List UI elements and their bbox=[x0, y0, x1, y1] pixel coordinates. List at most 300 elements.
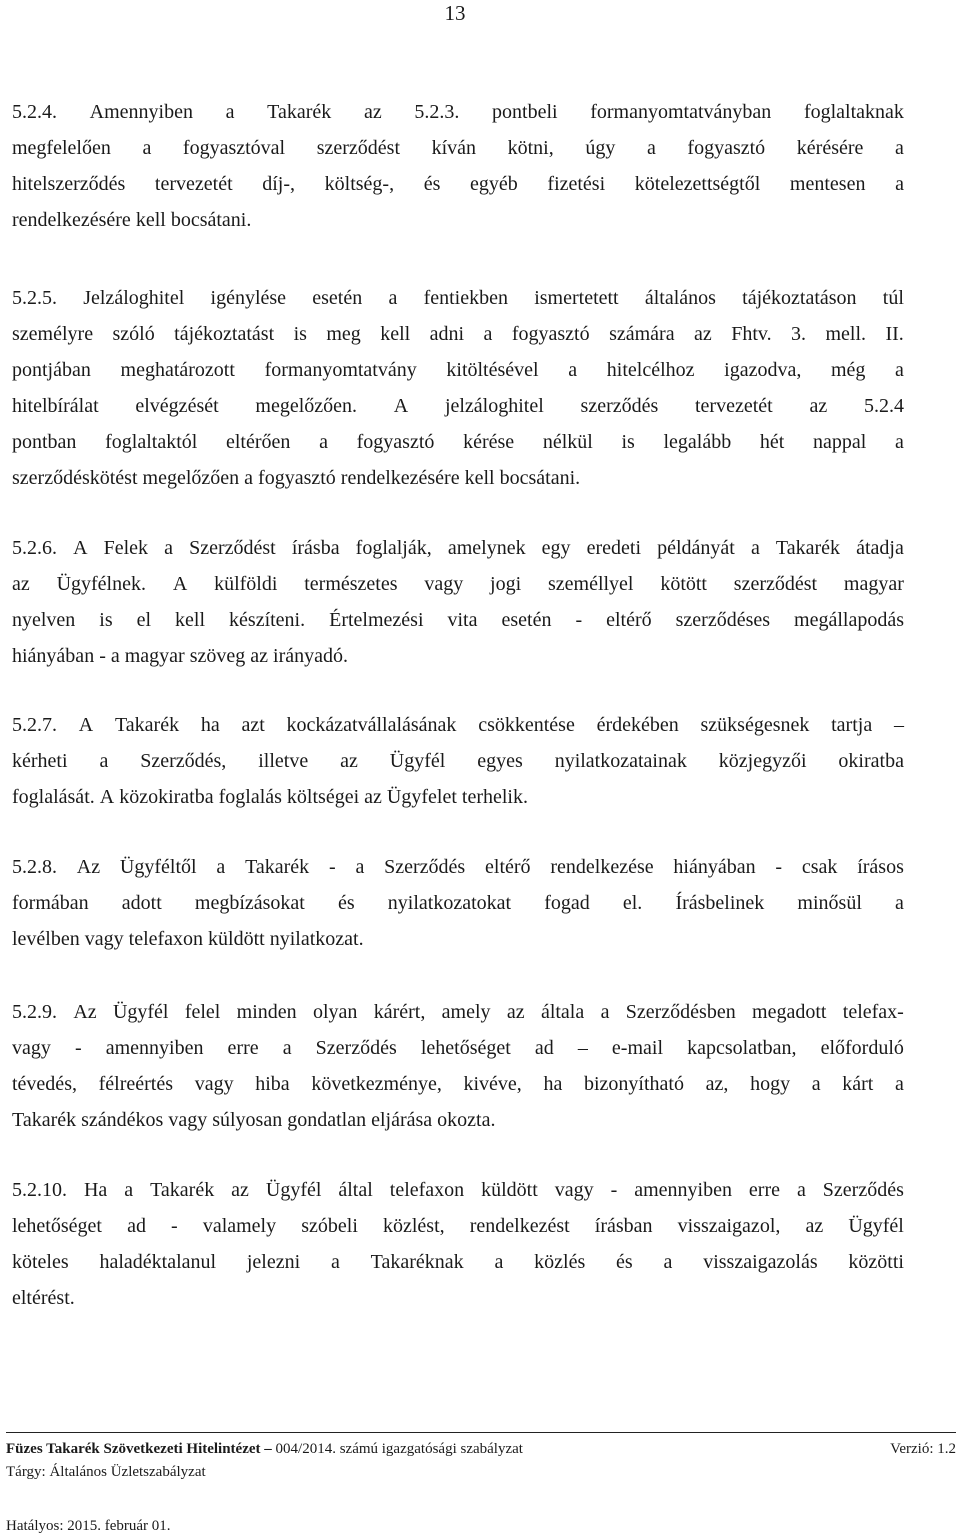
text-line bbox=[12, 1030, 904, 1066]
word: vagy bbox=[554, 1179, 594, 1201]
word: a bbox=[750, 537, 760, 559]
text-line bbox=[12, 202, 904, 238]
word: fogyasztóval bbox=[182, 137, 286, 159]
word: a bbox=[663, 1251, 673, 1273]
text-line bbox=[12, 566, 904, 602]
word: foglalják, bbox=[355, 537, 432, 559]
word: közokiratba bbox=[119, 786, 214, 808]
word: Az bbox=[73, 1001, 97, 1023]
word: személyre bbox=[12, 323, 94, 345]
word: II. bbox=[885, 323, 904, 345]
text-line bbox=[12, 166, 904, 202]
text-line bbox=[12, 994, 904, 1030]
text-line bbox=[12, 1244, 904, 1280]
word: vagy bbox=[424, 573, 464, 595]
word: külföldi bbox=[214, 573, 278, 595]
word: Ügyfél bbox=[389, 750, 446, 772]
word: tartja bbox=[831, 714, 873, 736]
section-number: 5.2.9. bbox=[12, 1001, 57, 1023]
page-footer bbox=[6, 1432, 956, 1536]
word: következménye, bbox=[311, 1073, 442, 1095]
word: rendelkezésére bbox=[12, 209, 131, 231]
word: csökkentése bbox=[478, 714, 575, 736]
word: olyan bbox=[312, 1001, 358, 1023]
word: a bbox=[164, 537, 174, 559]
word: kíván bbox=[431, 137, 477, 159]
word: és bbox=[423, 173, 441, 195]
word: az bbox=[506, 1001, 525, 1023]
word: valamely bbox=[202, 1215, 277, 1237]
word: Értelmezési bbox=[329, 609, 424, 631]
word: szöveg bbox=[189, 645, 246, 667]
section-number: 5.2.5. bbox=[12, 287, 57, 309]
word: egyes bbox=[477, 750, 523, 772]
word: – bbox=[577, 1037, 588, 1059]
text-line bbox=[12, 1208, 904, 1244]
word: és bbox=[616, 1251, 633, 1273]
word: küldött bbox=[208, 928, 265, 950]
word: bocsátani. bbox=[170, 209, 252, 231]
word: amelynek bbox=[447, 537, 526, 559]
word: kárért, bbox=[373, 1001, 426, 1023]
word: ha bbox=[200, 714, 220, 736]
text-line bbox=[12, 316, 904, 352]
word: Takarék bbox=[775, 537, 841, 559]
word: el. bbox=[622, 892, 643, 914]
word: eltérő bbox=[485, 856, 531, 878]
word: - bbox=[328, 856, 336, 878]
word: szerződést bbox=[733, 573, 818, 595]
word: közlés bbox=[534, 1251, 586, 1273]
footer-regulation-line bbox=[6, 1439, 523, 1459]
word: erre bbox=[748, 1179, 780, 1201]
text-line bbox=[12, 1280, 904, 1316]
word: megelőzően. bbox=[255, 395, 358, 417]
footer-dash: – bbox=[264, 1441, 272, 1457]
word: fogyasztó bbox=[356, 431, 435, 453]
word: terhelik. bbox=[461, 786, 528, 808]
word: Amennyiben bbox=[89, 101, 193, 123]
word: szerződés bbox=[580, 395, 659, 417]
word: telefaxon bbox=[389, 1179, 465, 1201]
word: közlést, bbox=[382, 1215, 445, 1237]
word: fogyasztó bbox=[687, 137, 766, 159]
word: írásba bbox=[291, 537, 340, 559]
word: A bbox=[99, 786, 115, 808]
word: az bbox=[340, 750, 358, 772]
word: kell bbox=[135, 209, 166, 231]
word: Takarék bbox=[267, 101, 332, 123]
word: a bbox=[216, 856, 226, 878]
word: illetve bbox=[258, 750, 309, 772]
word: által bbox=[338, 1179, 373, 1201]
word: telefax- bbox=[842, 1001, 904, 1023]
word: a bbox=[895, 892, 904, 914]
word: - bbox=[74, 1037, 82, 1059]
word: a bbox=[330, 1251, 340, 1273]
word: az bbox=[364, 786, 382, 808]
word: is bbox=[293, 323, 307, 345]
word: megbízásokat bbox=[194, 892, 305, 914]
text-line bbox=[12, 1066, 904, 1102]
word: eltérően bbox=[225, 431, 291, 453]
word: - bbox=[610, 1179, 618, 1201]
word: fizetési bbox=[547, 173, 606, 195]
word: foglalás bbox=[218, 786, 282, 808]
word: személlyel bbox=[547, 573, 634, 595]
word: Ügyfél bbox=[112, 1001, 169, 1023]
paragraph-5-2-5 bbox=[12, 280, 904, 496]
word: nyilatkozatokat bbox=[387, 892, 512, 914]
text-line bbox=[12, 849, 904, 885]
word: esetén bbox=[312, 287, 363, 309]
word: Takaréknak bbox=[370, 1251, 464, 1273]
word: nyilatkozatainak bbox=[554, 750, 687, 772]
word: eredeti bbox=[586, 537, 642, 559]
word: 5.2.4 bbox=[863, 395, 904, 417]
word: túl bbox=[882, 287, 904, 309]
word: – bbox=[893, 714, 904, 736]
word: tervezetét bbox=[695, 395, 773, 417]
word: fentiekben bbox=[423, 287, 508, 309]
word: tájékoztatást bbox=[174, 323, 275, 345]
word: - bbox=[99, 645, 106, 667]
word: írásban bbox=[594, 1215, 653, 1237]
word: még bbox=[830, 359, 866, 381]
word: adott bbox=[121, 892, 162, 914]
word: vagy bbox=[84, 928, 124, 950]
word: Szerződés, bbox=[140, 750, 227, 772]
word: érdekében bbox=[596, 714, 679, 736]
word: nyilatkozat. bbox=[269, 928, 364, 950]
word: vagy bbox=[194, 1073, 234, 1095]
word: megadott bbox=[752, 1001, 827, 1023]
word: tévedés, bbox=[12, 1073, 77, 1095]
word: megfelelően bbox=[12, 137, 111, 159]
word: nyelven bbox=[12, 609, 76, 631]
text-line bbox=[12, 1102, 904, 1138]
word: a bbox=[483, 323, 493, 345]
word: okozta. bbox=[437, 1109, 496, 1131]
word: amennyiben bbox=[105, 1037, 204, 1059]
word: bocsátani. bbox=[499, 467, 581, 489]
word: A bbox=[172, 573, 188, 595]
word: 5.2.3. bbox=[414, 101, 460, 123]
word: kell bbox=[464, 467, 495, 489]
word: erre bbox=[227, 1037, 259, 1059]
word: az bbox=[231, 1179, 249, 1201]
word: elvégzését bbox=[135, 395, 219, 417]
word: Az bbox=[76, 856, 101, 878]
paragraph-5-2-9 bbox=[12, 994, 904, 1138]
word: nélkül bbox=[542, 431, 593, 453]
footer-effective-date: Hatályos: 2015. február 01. bbox=[6, 1518, 171, 1534]
word: A bbox=[73, 537, 88, 559]
word: köteles bbox=[12, 1251, 69, 1273]
text-line bbox=[12, 885, 904, 921]
word: az bbox=[805, 1215, 824, 1237]
word: a bbox=[124, 1179, 134, 1201]
word: hiba bbox=[255, 1073, 290, 1095]
word: megelőzően bbox=[142, 467, 240, 489]
word: el bbox=[136, 609, 152, 631]
word: a bbox=[99, 750, 109, 772]
word: a bbox=[244, 467, 254, 489]
word: - bbox=[775, 856, 783, 878]
word: eltérést. bbox=[12, 1287, 75, 1309]
word: a bbox=[646, 137, 656, 159]
word: a bbox=[355, 856, 365, 878]
word: a bbox=[895, 359, 904, 381]
word: kivéve, bbox=[463, 1073, 522, 1095]
word: Ügyféltől bbox=[119, 856, 197, 878]
text-line bbox=[12, 1172, 904, 1208]
word: gondatlan bbox=[287, 1109, 367, 1131]
text-line bbox=[12, 388, 904, 424]
word: hiányában bbox=[12, 645, 95, 667]
word: amely bbox=[441, 1001, 491, 1023]
word: telefaxon bbox=[128, 928, 204, 950]
word: pontbeli bbox=[492, 101, 558, 123]
word: rendelkezést bbox=[469, 1215, 570, 1237]
word: Takarék bbox=[114, 714, 180, 736]
word: azt bbox=[241, 714, 265, 736]
word: a bbox=[895, 137, 904, 159]
word: A bbox=[393, 395, 409, 417]
word: nappal bbox=[813, 431, 867, 453]
word: vagy bbox=[12, 1037, 51, 1059]
word: Ügyfél bbox=[265, 1179, 322, 1201]
word: kockázatvállalásának bbox=[286, 714, 457, 736]
word: Takarék bbox=[150, 1179, 215, 1201]
word: szerződéskötést bbox=[12, 467, 138, 489]
word: egyéb bbox=[470, 173, 518, 195]
word: rendelkezésére bbox=[340, 467, 460, 489]
word: hitelszerződés bbox=[12, 173, 126, 195]
word: eltérő bbox=[606, 609, 652, 631]
word: ad bbox=[534, 1037, 554, 1059]
word: megállapodás bbox=[794, 609, 904, 631]
word: bizonyítható bbox=[584, 1073, 684, 1095]
word: okiratba bbox=[838, 750, 904, 772]
word: is bbox=[99, 609, 113, 631]
word: a bbox=[142, 137, 152, 159]
word: átadja bbox=[856, 537, 904, 559]
word: meg bbox=[326, 323, 361, 345]
word: igazodva, bbox=[724, 359, 802, 381]
word: közjegyzői bbox=[718, 750, 807, 772]
word: legalább bbox=[663, 431, 732, 453]
paragraph-5-2-7 bbox=[12, 707, 904, 815]
text-line bbox=[12, 602, 904, 638]
section-number: 5.2.7. bbox=[12, 714, 57, 736]
word: félreértés bbox=[98, 1073, 174, 1095]
word: igénylése bbox=[210, 287, 287, 309]
word: haladéktalanul bbox=[99, 1251, 217, 1273]
word: egy bbox=[541, 537, 571, 559]
word: fogad bbox=[544, 892, 590, 914]
text-line bbox=[12, 707, 904, 743]
footer-version: Verzió: 1.2 bbox=[890, 1441, 956, 1457]
word: küldött bbox=[481, 1179, 538, 1201]
word: hitelbírálat bbox=[12, 395, 99, 417]
word: - bbox=[171, 1215, 178, 1237]
word: visszaigazol, bbox=[677, 1215, 781, 1237]
word: kötni, bbox=[507, 137, 554, 159]
word: pontjában bbox=[12, 359, 91, 381]
word: a bbox=[494, 1251, 504, 1273]
word: előforduló bbox=[820, 1037, 904, 1059]
word: Írásbelinek bbox=[675, 892, 765, 914]
word: vagy bbox=[168, 1109, 208, 1131]
text-line bbox=[12, 530, 904, 566]
word: Szerződés bbox=[315, 1037, 397, 1059]
word: az bbox=[250, 645, 269, 667]
word: kérésére bbox=[796, 137, 864, 159]
word: a bbox=[796, 1179, 806, 1201]
word: hitelcélhoz bbox=[606, 359, 695, 381]
word: számára bbox=[609, 323, 675, 345]
section-number: 5.2.4. bbox=[12, 101, 57, 123]
word: ad bbox=[127, 1215, 146, 1237]
word: az, bbox=[705, 1073, 729, 1095]
word: A bbox=[78, 714, 94, 736]
footer-row bbox=[6, 1433, 956, 1459]
word: pontban bbox=[12, 431, 77, 453]
word: jogi bbox=[490, 573, 522, 595]
word: szóbeli bbox=[301, 1215, 358, 1237]
word: ismertetett bbox=[534, 287, 619, 309]
word: úgy bbox=[585, 137, 616, 159]
word: a bbox=[110, 645, 120, 667]
word: Szerződésben bbox=[625, 1001, 736, 1023]
word: Szerződés bbox=[384, 856, 466, 878]
word: visszaigazolás bbox=[703, 1251, 818, 1273]
word: Fhtv. bbox=[731, 323, 772, 345]
word: költség-, bbox=[324, 173, 395, 195]
footer-institution: Füzes Takarék Szövetkezeti Hitelintézet bbox=[6, 1441, 261, 1457]
word: foglalását. bbox=[12, 786, 95, 808]
word: fogyasztó bbox=[511, 323, 590, 345]
word: adni bbox=[429, 323, 465, 345]
text-line bbox=[12, 743, 904, 779]
word: Ügyfélnek. bbox=[56, 573, 146, 595]
word: Ügyfél bbox=[848, 1215, 904, 1237]
word: hogy bbox=[750, 1073, 791, 1095]
word: szerződéses bbox=[675, 609, 771, 631]
word: súlyosan bbox=[212, 1109, 283, 1131]
word: Szerződés bbox=[822, 1179, 904, 1201]
word: felel bbox=[184, 1001, 221, 1023]
word: kérése bbox=[463, 431, 515, 453]
word: kötelezettségtől bbox=[634, 173, 761, 195]
text-line bbox=[12, 638, 904, 674]
word: az bbox=[363, 101, 382, 123]
paragraph-5-2-8 bbox=[12, 849, 904, 957]
word: formanyomtatványban bbox=[590, 101, 772, 123]
word: kell bbox=[380, 323, 411, 345]
text-line bbox=[12, 460, 904, 496]
word: hét bbox=[759, 431, 785, 453]
word: a bbox=[282, 1037, 292, 1059]
word: a bbox=[600, 1001, 610, 1023]
text-line bbox=[12, 94, 904, 130]
word: a bbox=[319, 431, 328, 453]
word: a bbox=[895, 173, 904, 195]
word: kárt bbox=[842, 1073, 874, 1095]
word: is bbox=[621, 431, 635, 453]
word: Felek bbox=[103, 537, 149, 559]
section-number: 5.2.10. bbox=[12, 1179, 67, 1201]
text-line bbox=[12, 280, 904, 316]
word: 3. bbox=[791, 323, 807, 345]
word: mell. bbox=[825, 323, 867, 345]
word: vita bbox=[447, 609, 478, 631]
word: szerződést bbox=[316, 137, 400, 159]
word: kapcsolatban, bbox=[687, 1037, 797, 1059]
word: és bbox=[337, 892, 355, 914]
word: az bbox=[694, 323, 712, 345]
word: csak bbox=[801, 856, 838, 878]
paragraph-5-2-4 bbox=[12, 94, 904, 238]
paragraph-5-2-10 bbox=[12, 1172, 904, 1316]
word: a bbox=[811, 1073, 821, 1095]
word: lehetőséget bbox=[12, 1215, 102, 1237]
word: Szerződést bbox=[189, 537, 276, 559]
word: minősül bbox=[797, 892, 862, 914]
word: lehetőséget bbox=[420, 1037, 511, 1059]
word: meghatározott bbox=[120, 359, 235, 381]
word: foglaltaktól bbox=[105, 431, 198, 453]
text-line bbox=[12, 921, 904, 957]
paragraph-5-2-6 bbox=[12, 530, 904, 674]
word: levélben bbox=[12, 928, 80, 950]
word: Takarék bbox=[245, 856, 310, 878]
word: Jelzáloghitel bbox=[83, 287, 185, 309]
section-number: 5.2.6. bbox=[12, 537, 57, 559]
word: esetén bbox=[501, 609, 552, 631]
word: eljárása bbox=[371, 1109, 433, 1131]
word: költségei bbox=[286, 786, 360, 808]
word: rendelkezése bbox=[550, 856, 654, 878]
word: Takarék bbox=[12, 1109, 77, 1131]
word: formában bbox=[12, 892, 89, 914]
word: jelezni bbox=[246, 1251, 301, 1273]
text-line bbox=[12, 779, 904, 815]
word: az bbox=[809, 395, 828, 417]
word: a bbox=[895, 1073, 904, 1095]
word: díj-, bbox=[262, 173, 296, 195]
word: hiányában bbox=[673, 856, 756, 878]
word: e-mail bbox=[611, 1037, 664, 1059]
word: formanyomtatvány bbox=[264, 359, 417, 381]
word: írásos bbox=[857, 856, 904, 878]
word: jelzáloghitel bbox=[444, 395, 544, 417]
word: szóló bbox=[112, 323, 155, 345]
page-number: 13 bbox=[444, 1, 466, 25]
word: magyar bbox=[124, 645, 185, 667]
text-line bbox=[12, 130, 904, 166]
word: - bbox=[575, 609, 583, 631]
word: ha bbox=[543, 1073, 563, 1095]
footer-regulation: 004/2014. számú igazgatósági szabályzat bbox=[275, 1441, 523, 1457]
word: kérheti bbox=[12, 750, 68, 772]
word: a bbox=[895, 431, 904, 453]
word: Ügyfelet bbox=[386, 786, 457, 808]
text-line bbox=[12, 424, 904, 460]
word: a bbox=[225, 101, 235, 123]
word: általános bbox=[644, 287, 716, 309]
